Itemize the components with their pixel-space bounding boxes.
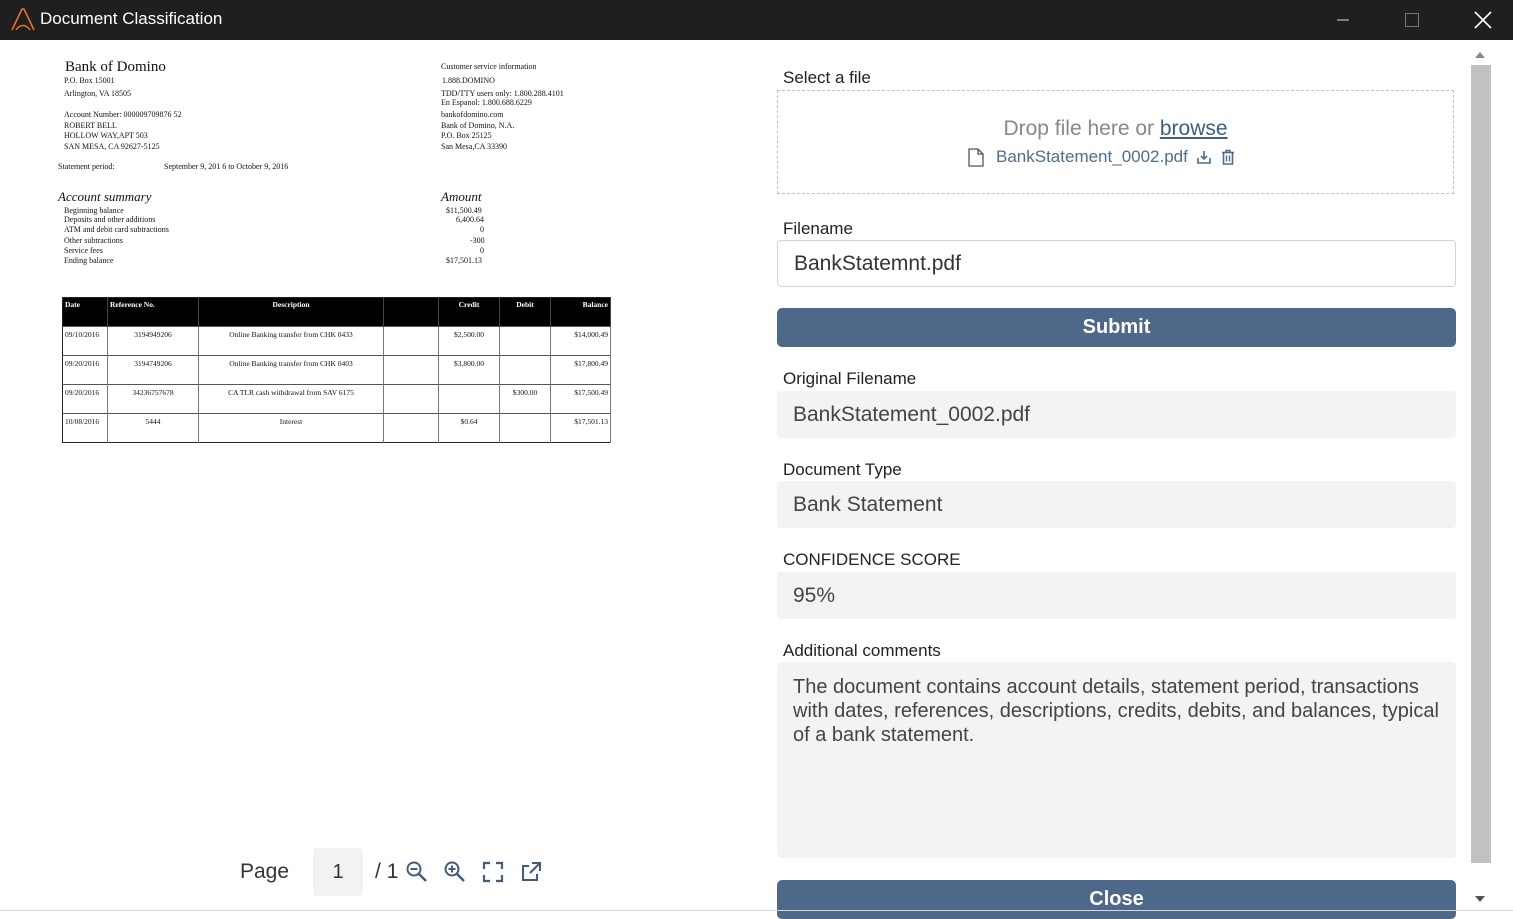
table-cell: $17,500.49	[551, 385, 611, 414]
submit-button[interactable]: Submit	[777, 308, 1456, 347]
summary-amount: $17,501.13	[446, 256, 482, 265]
table-cell: $300.00	[500, 385, 551, 414]
trash-icon	[1220, 149, 1236, 165]
table-cell: $2,500.00	[439, 327, 500, 356]
customer-service-line: 1.888.DOMINO	[442, 76, 495, 85]
customer-service-heading: Customer service information	[441, 62, 537, 71]
bank-contact-line: bankofdomino.com	[441, 110, 504, 119]
delete-file-button[interactable]	[1220, 149, 1236, 165]
column-header: Date	[63, 298, 108, 327]
summary-label: Service fees	[64, 246, 103, 255]
column-header: Reference No.	[108, 298, 199, 327]
original-filename-label: Original Filename	[783, 369, 917, 388]
table-cell: Online Banking transfer from CHK 0433	[199, 327, 384, 356]
close-icon	[1474, 11, 1492, 29]
table-cell	[500, 414, 551, 443]
summary-label: ATM and debit card subtractions	[64, 225, 169, 234]
scroll-down-icon	[1475, 896, 1485, 903]
table-cell: 10/08/2016	[63, 414, 108, 443]
table-cell: $3,800.00	[439, 356, 500, 385]
scroll-up-icon	[1475, 51, 1485, 58]
confidence-score-field: 95%	[777, 572, 1456, 619]
table-cell	[384, 385, 439, 414]
table-cell	[500, 356, 551, 385]
comments-label: Additional comments	[783, 641, 941, 660]
column-header: Debit	[500, 298, 551, 327]
table-header-row	[63, 298, 611, 327]
table-cell: $17,501.13	[551, 414, 611, 443]
column-header: Credit	[439, 298, 500, 327]
zoom-in-icon	[443, 860, 467, 884]
zoom-out-icon	[405, 860, 429, 884]
close-window-button[interactable]	[1460, 0, 1506, 40]
original-filename-field: BankStatement_0002.pdf	[777, 391, 1456, 438]
maximize-button[interactable]	[1389, 0, 1435, 40]
column-header: Description	[199, 298, 384, 327]
table-cell	[439, 385, 500, 414]
table-row	[63, 414, 611, 443]
uploaded-file	[968, 147, 1236, 167]
file-drop-zone[interactable]	[777, 90, 1454, 194]
summary-amount: 0	[480, 225, 484, 234]
filename-input[interactable]: BankStatemnt.pdf	[777, 240, 1456, 287]
document-type-label: Document Type	[783, 460, 902, 479]
zoom-in-button[interactable]	[436, 853, 474, 891]
app-logo-icon	[10, 6, 36, 32]
open-external-button[interactable]	[512, 853, 550, 891]
page-label: Page	[240, 860, 290, 883]
column-header	[384, 298, 439, 327]
bank-address-line: P.O. Box 15001	[64, 76, 115, 85]
bank-contact-line: P.O. Box 25125	[441, 131, 492, 140]
scrollbar-thumb[interactable]	[1471, 65, 1491, 863]
summary-amount: 6,400.64	[456, 215, 484, 224]
document-preview	[54, 54, 614, 434]
maximize-icon	[1405, 13, 1419, 27]
summary-label: Other subtractions	[64, 236, 123, 245]
file-icon	[968, 148, 984, 167]
bank-address-line: Arlington, VA 18505	[64, 89, 132, 98]
drop-prompt	[778, 117, 1453, 141]
comments-textarea[interactable]: The document contains account details, statement period, transactions with dates, references, descriptions, credits, debits, and balances, typical of a bank statement.	[777, 662, 1456, 858]
browse-link[interactable]: browse	[1159, 117, 1228, 140]
zoom-out-button[interactable]	[398, 853, 436, 891]
account-line: ROBERT BELL	[64, 121, 117, 130]
table-cell: Online Banking transfer from CHK 0403	[199, 356, 384, 385]
download-icon	[1196, 149, 1212, 165]
table-cell: $14,000.49	[551, 327, 611, 356]
drop-prompt-text: Drop file here or	[1003, 117, 1160, 140]
scroll-up-button[interactable]	[1469, 43, 1491, 65]
summary-label: Deposits and other additions	[64, 215, 156, 224]
external-link-icon	[520, 861, 542, 883]
page-total: / 1	[375, 860, 399, 883]
window-bottom-edge	[0, 910, 1513, 911]
table-cell: 09/10/2016	[63, 327, 108, 356]
table-cell	[384, 356, 439, 385]
table-cell: 3194749206	[108, 356, 199, 385]
table-cell	[384, 414, 439, 443]
dialog-content	[0, 40, 1513, 913]
fit-page-button[interactable]	[474, 853, 512, 891]
account-summary-heading: Account summary	[58, 189, 152, 204]
amount-heading: Amount	[441, 189, 482, 204]
table-cell	[500, 327, 551, 356]
select-file-label: Select a file	[783, 68, 871, 87]
table-cell: CA TLR cash withdrawal from SAV 6175	[199, 385, 384, 414]
account-line: SAN MESA, CA 92627-5125	[64, 142, 160, 151]
pager-toolbar	[240, 848, 550, 896]
account-line: HOLLOW WAY,APT 503	[64, 131, 148, 140]
statement-period-value: September 9, 201 6 to October 9, 2016	[164, 162, 289, 171]
table-cell: $17,800.49	[551, 356, 611, 385]
confidence-score-label: CONFIDENCE SCORE	[783, 550, 961, 569]
column-header: Balance	[551, 298, 611, 327]
scroll-down-button[interactable]	[1469, 888, 1491, 910]
window-title: Document Classification	[40, 9, 223, 28]
minimize-button[interactable]	[1320, 0, 1366, 40]
table-cell: 5444	[108, 414, 199, 443]
table-cell: Interest	[199, 414, 384, 443]
summary-amount: -300	[470, 236, 485, 245]
fullscreen-icon	[482, 861, 504, 883]
minimize-icon	[1336, 13, 1350, 27]
table-cell: 09/20/2016	[63, 385, 108, 414]
page-number-input[interactable]	[313, 848, 363, 896]
close-button[interactable]: Close	[777, 880, 1456, 919]
table-cell: 09/20/2016	[63, 356, 108, 385]
summary-amount: 0	[480, 246, 484, 255]
bank-name: Bank of Domino	[65, 59, 166, 75]
customer-service-line: TDD/TTY users only: 1.800.288.4101	[441, 89, 564, 98]
document-type-field: Bank Statement	[777, 481, 1456, 528]
download-file-button[interactable]	[1196, 149, 1212, 165]
bank-contact-line: Bank of Domino, N.A.	[441, 121, 515, 130]
bank-contact-line: San Mesa,CA 33390	[441, 142, 507, 151]
table-cell: 34236757678	[108, 385, 199, 414]
title-bar	[0, 0, 1513, 40]
filename-label: Filename	[783, 219, 853, 238]
transactions-table	[62, 297, 611, 443]
table-row	[63, 327, 611, 356]
summary-label: Beginning balance	[64, 206, 124, 215]
account-line: Account Number: 000009709876 52	[64, 110, 182, 119]
table-cell	[384, 327, 439, 356]
table-row	[63, 385, 611, 414]
table-cell: $0.64	[439, 414, 500, 443]
summary-amount: $11,500.49	[446, 206, 482, 215]
summary-label: Ending balance	[64, 256, 114, 265]
table-cell: 3194949206	[108, 327, 199, 356]
table-row	[63, 356, 611, 385]
uploaded-file-name: BankStatement_0002.pdf	[996, 147, 1188, 166]
customer-service-line: En Espanol: 1.800.688.6229	[441, 98, 532, 107]
statement-period-label: Statement period:	[58, 162, 115, 171]
